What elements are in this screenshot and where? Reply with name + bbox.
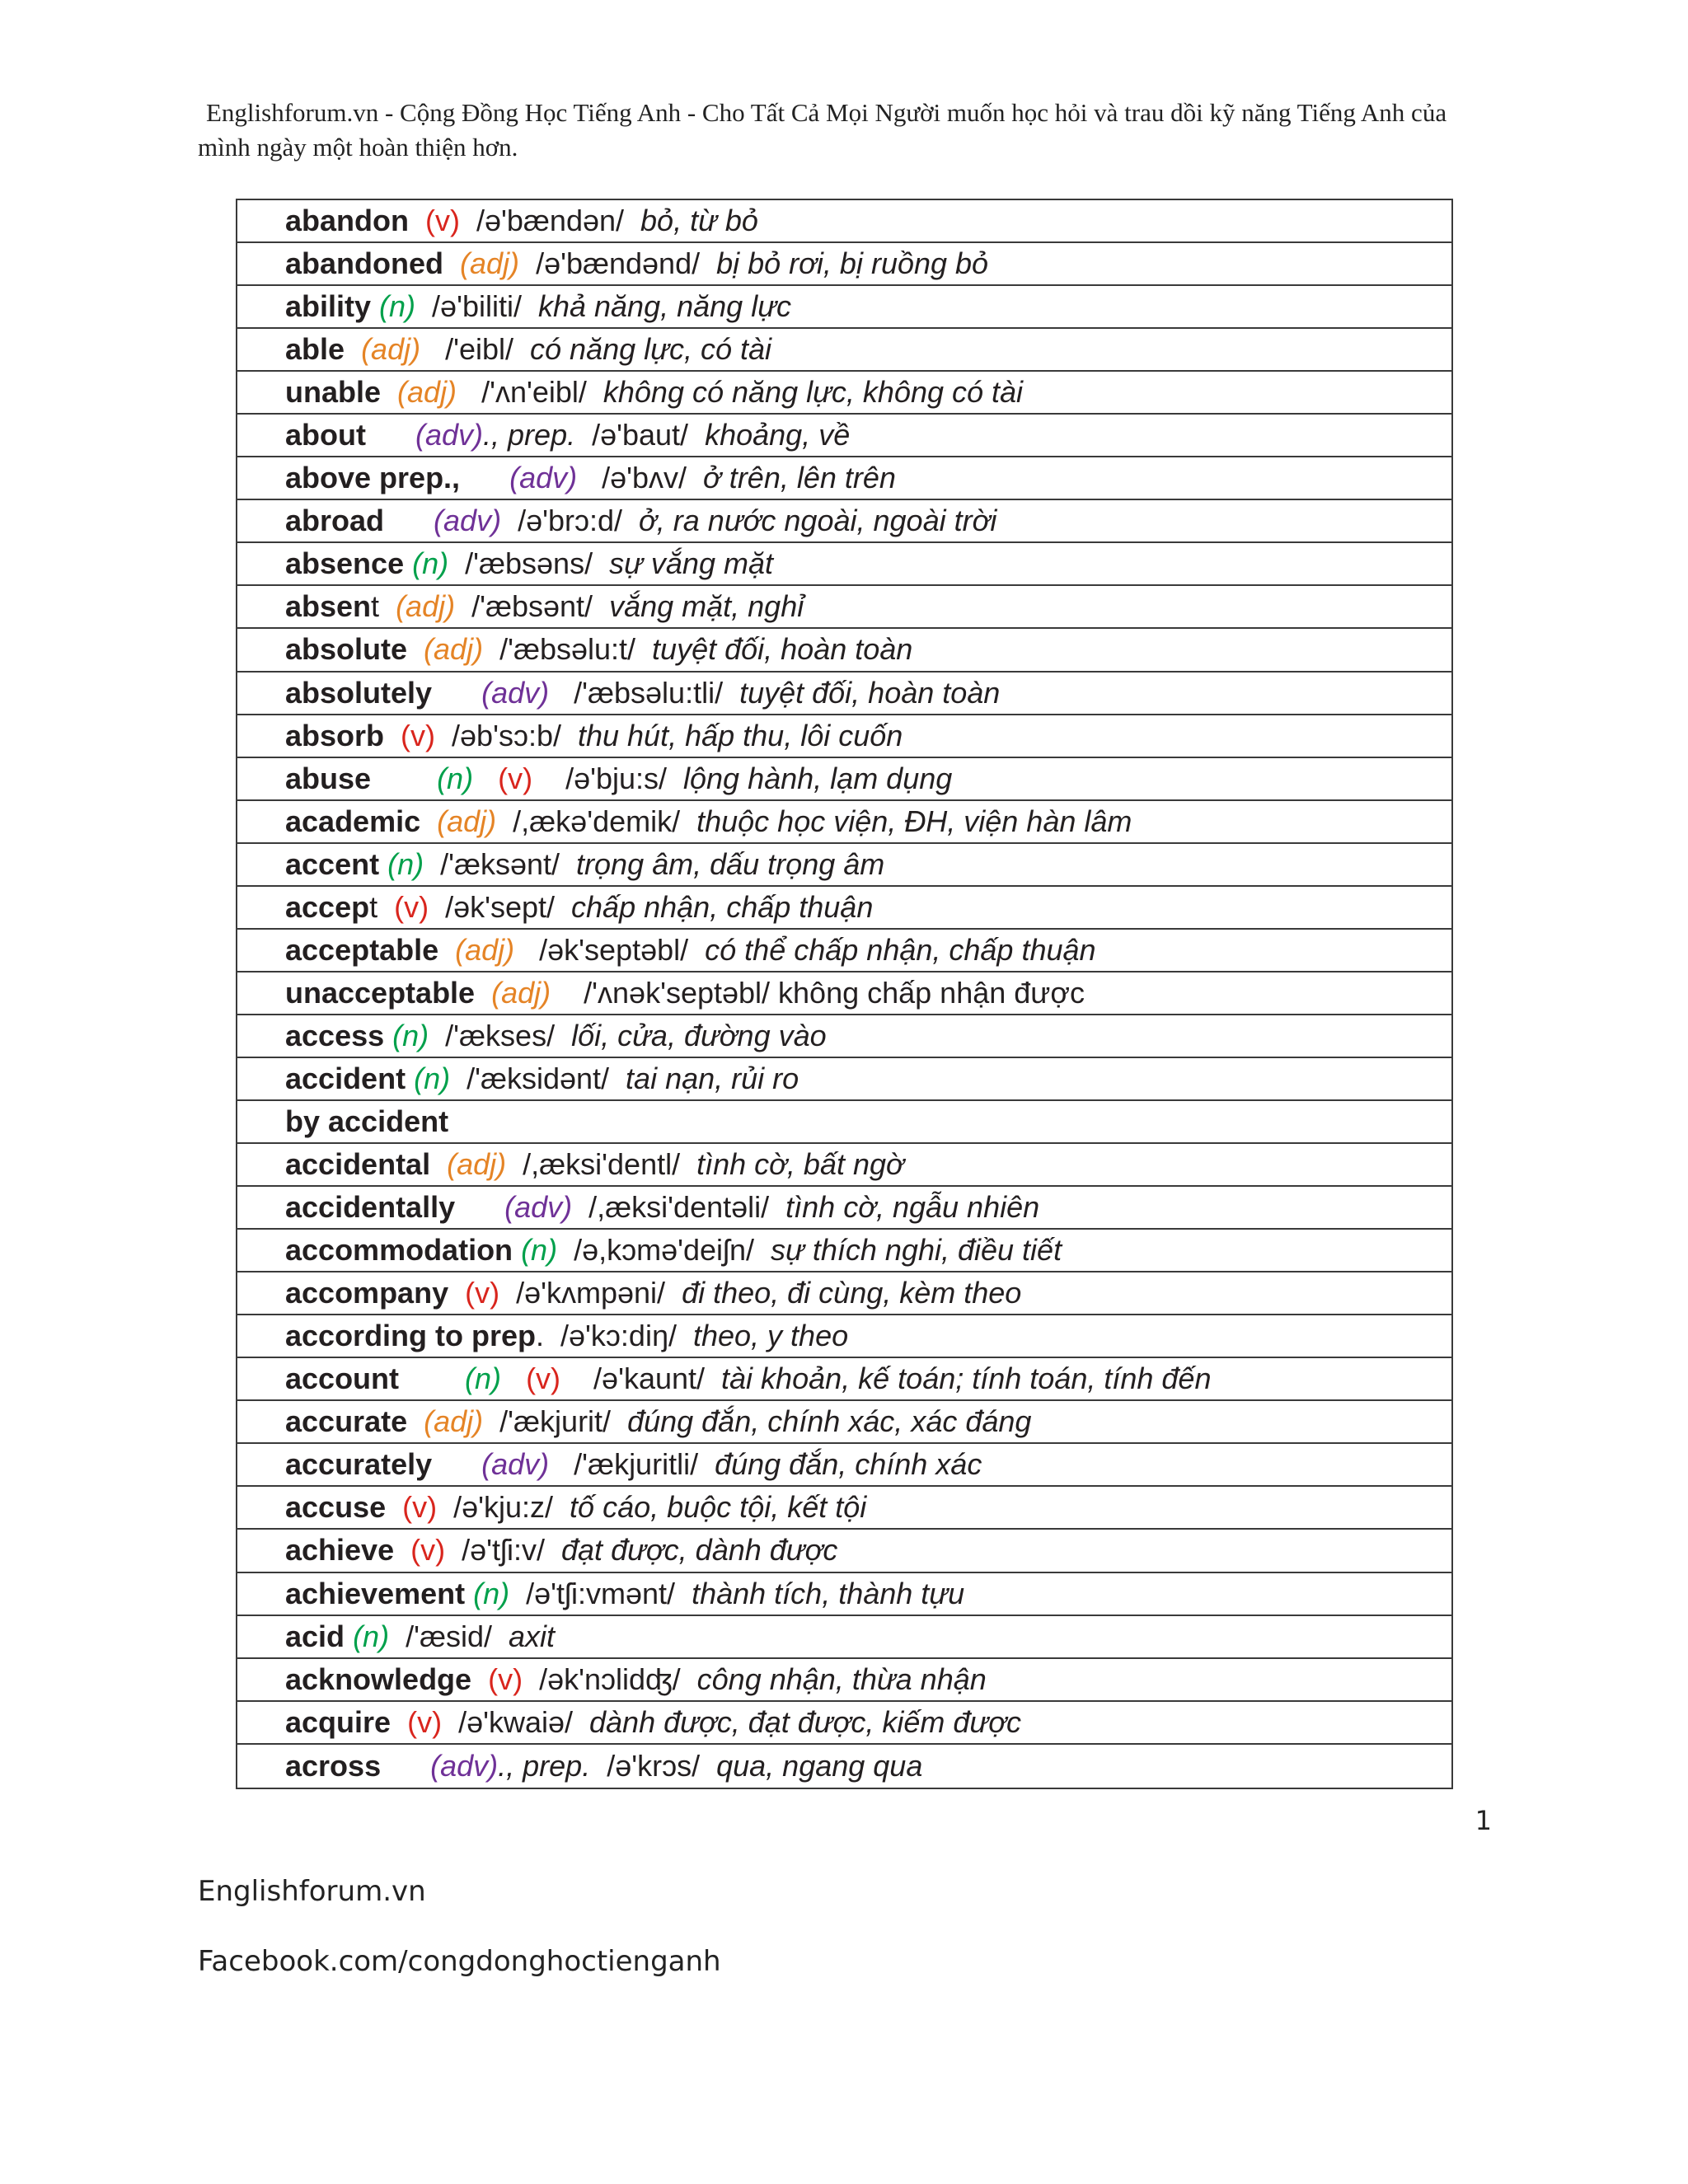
pos-adverb: (adv)	[481, 1447, 550, 1482]
meaning-text: sự vắng mặt	[609, 546, 773, 581]
pos-verb: (v)	[410, 1533, 446, 1568]
pos-noun: (n)	[412, 546, 449, 581]
pronunciation-text: /'æksidənt/	[450, 1061, 626, 1095]
pronunciation-text: /ək'septəbl/	[514, 932, 706, 967]
table-row	[237, 801, 1451, 844]
headword: unacceptable	[285, 975, 476, 1010]
headword: abuse	[285, 761, 372, 795]
headword: acceptable	[285, 932, 439, 967]
pos-noun: (n)	[414, 1061, 451, 1095]
headword: unable	[285, 375, 382, 410]
pronunciation-text: /ə'tʃi:vmənt/	[509, 1576, 692, 1610]
meaning-text: ở trên, lên trên	[703, 461, 896, 495]
pronunciation-text: /'æbsəns/	[448, 546, 610, 581]
pronunciation-text	[460, 460, 509, 496]
meaning-text: lối, cửa, đường vào	[571, 1018, 827, 1052]
pos-adverb: (adv)	[434, 504, 502, 538]
headword: above prep.,	[285, 461, 461, 495]
meaning-text: tố cáo, buộc tội, kết tội	[570, 1490, 867, 1525]
pronunciation-text: /ə'bændənd/	[519, 246, 717, 281]
pronunciation-text	[455, 1189, 504, 1226]
pos-noun: (n)	[465, 1361, 502, 1396]
table-row	[237, 715, 1451, 758]
pronunciation-text	[420, 804, 437, 840]
pronunciation-text	[409, 203, 425, 239]
pos-verb: (v)	[526, 1361, 561, 1396]
pronunciation-text: /'ækjurit/	[483, 1404, 628, 1439]
table-row	[237, 1058, 1451, 1101]
headword: access	[285, 1018, 385, 1052]
pronunciation-text: /'ækses/	[429, 1018, 572, 1052]
pos-noun: (n)	[437, 761, 474, 795]
headword: abroad	[285, 504, 385, 538]
headword: achievement	[285, 1576, 466, 1610]
pronunciation-text	[386, 1489, 402, 1526]
pronunciation-text: /,æksi'dentl/	[506, 1147, 697, 1182]
headword: abandoned	[285, 246, 444, 281]
table-row	[237, 329, 1451, 372]
headword: accommodation	[285, 1233, 513, 1268]
pronunciation-text	[345, 1619, 353, 1655]
pos-adverb: (adv)	[481, 675, 550, 710]
headword: accident	[285, 1061, 406, 1095]
pronunciation-text	[391, 1704, 407, 1741]
pronunciation-text: t	[369, 889, 395, 924]
meaning-text: bị bỏ rơi, bị ruồng bỏ	[716, 246, 989, 281]
pronunciation-text	[407, 631, 424, 668]
headword: accidental	[285, 1147, 431, 1182]
pronunciation-text	[399, 1361, 465, 1397]
pos-adjective: (adj)	[424, 1404, 484, 1439]
pos-adverb: (adv)	[415, 418, 484, 452]
table-row	[237, 243, 1451, 286]
headword: absen	[285, 589, 372, 624]
pos-verb: (v)	[465, 1276, 500, 1310]
meaning-text: ., prep.	[498, 1748, 591, 1783]
pronunciation-text: /'ækjuritli/	[549, 1447, 715, 1482]
pos-adjective: (adj)	[361, 332, 421, 367]
pronunciation-text: /'æbsəlu:tli/	[549, 675, 740, 710]
meaning-text: thu hút, hấp thu, lôi cuốn	[577, 718, 903, 752]
headword: accent	[285, 846, 380, 881]
meaning-text: thuộc học viện, ĐH, viện hàn lâm	[696, 804, 1132, 838]
table-row	[237, 1616, 1451, 1659]
meaning-text: axit	[508, 1619, 556, 1653]
pronunciation-text: /ə'krɔs/	[590, 1748, 717, 1783]
meaning-text: đúng đắn, chính xác, xác đáng	[627, 1404, 1032, 1439]
pronunciation-text: /ə'brɔ:d/	[501, 504, 640, 538]
meaning-text: theo, y theo	[692, 1319, 849, 1353]
pos-verb: (v)	[425, 204, 460, 238]
pos-verb: (v)	[488, 1661, 523, 1696]
table-row	[237, 1358, 1451, 1401]
page-header	[198, 96, 1500, 165]
table-row	[237, 1144, 1451, 1187]
pronunciation-text	[465, 1576, 473, 1612]
table-row	[237, 500, 1451, 543]
table-row	[237, 286, 1451, 329]
pos-adjective: (adj)	[460, 246, 520, 281]
pronunciation-text	[381, 1748, 430, 1784]
headword: ability	[285, 289, 372, 324]
pronunciation-text: /ə'bændən/	[460, 204, 641, 238]
headword: accurate	[285, 1404, 408, 1439]
table-row	[237, 629, 1451, 672]
pronunciation-text: /'æsid/	[389, 1619, 509, 1653]
table-row	[237, 887, 1451, 930]
table-row	[237, 1230, 1451, 1272]
pronunciation-text: /'ʌnək'septəbl/ không chấp nhận được	[551, 975, 1085, 1010]
pos-noun: (n)	[387, 846, 424, 881]
pronunciation-text: /ək'nɔlidʤ/	[523, 1661, 697, 1696]
headword: according to prep	[285, 1319, 537, 1353]
meaning-text: tai nạn, rủi ro	[626, 1061, 799, 1095]
table-row	[237, 415, 1451, 457]
pronunciation-text: /,ækə'demik/	[496, 804, 697, 838]
pos-adjective: (adj)	[447, 1147, 507, 1182]
pos-verb: (v)	[401, 718, 436, 752]
table-row	[237, 1101, 1451, 1144]
pos-verb: (v)	[407, 1704, 443, 1739]
pos-adjective: (adj)	[397, 375, 457, 410]
table-row	[237, 457, 1451, 500]
meaning-text: tuyệt đối, hoàn toàn	[739, 675, 1001, 710]
pronunciation-text	[501, 1361, 526, 1397]
vocabulary-table	[236, 199, 1453, 1789]
table-row	[237, 543, 1451, 586]
pronunciation-text	[406, 1061, 414, 1097]
headword: account	[285, 1361, 400, 1396]
headword: accidentally	[285, 1190, 456, 1225]
pronunciation-text: /,æksi'dentəli/	[572, 1190, 786, 1225]
pronunciation-text	[471, 1661, 488, 1698]
headword: abandon	[285, 204, 409, 238]
meaning-text: trọng âm, dấu trọng âm	[576, 846, 885, 881]
table-row	[237, 586, 1451, 629]
headword: absolute	[285, 632, 408, 667]
pronunciation-text	[475, 975, 491, 1011]
pronunciation-text	[371, 288, 379, 325]
meaning-text: tuyệt đối, hoàn toàn	[652, 632, 913, 667]
meaning-text: khoảng, về	[705, 418, 851, 452]
pronunciation-text	[384, 503, 434, 539]
headword: absorb	[285, 718, 385, 752]
pronunciation-text	[432, 675, 481, 711]
meaning-text: chấp nhận, chấp thuận	[571, 889, 874, 924]
pronunciation-text: /ə'kaunt/	[560, 1361, 722, 1396]
pronunciation-text: /ə'bʌv/	[577, 461, 704, 495]
pronunciation-text: /ək'sept/	[429, 889, 572, 924]
table-row	[237, 972, 1451, 1015]
pronunciation-text	[384, 1018, 392, 1054]
pos-adjective: (adj)	[424, 632, 484, 667]
meaning-text: ở, ra nước ngoài, ngoài trời	[639, 504, 997, 538]
table-row	[237, 200, 1451, 243]
pronunciation-text: /'æksənt/	[424, 846, 577, 881]
pronunciation-text: /'æbsəlu:t/	[483, 632, 653, 667]
footer-facebook: Facebook.com/congdonghoctienganh	[198, 1945, 721, 1978]
pronunciation-text: /ə'tʃi:v/	[445, 1533, 562, 1568]
table-row	[237, 1187, 1451, 1230]
table-row	[237, 1745, 1451, 1788]
meaning-text: dành được, đạt được, kiếm được	[589, 1704, 1021, 1739]
pos-verb: (v)	[498, 761, 533, 795]
table-row	[237, 1487, 1451, 1530]
headword: accuse	[285, 1490, 387, 1525]
pos-adverb: (adv)	[509, 461, 578, 495]
headword: acquire	[285, 1704, 392, 1739]
pronunciation-text: /ə'kwaiə/	[442, 1704, 590, 1739]
meaning-text: đúng đắn, chính xác	[715, 1447, 982, 1482]
headword: accep	[285, 889, 370, 924]
pos-adverb: (adv)	[504, 1190, 573, 1225]
pronunciation-text: /'ʌn'eibl/	[457, 375, 603, 410]
meaning-text: bỏ, từ bỏ	[640, 204, 758, 238]
pronunciation-text	[371, 761, 437, 797]
headword: absence	[285, 546, 405, 581]
pronunciation-text	[430, 1146, 447, 1183]
pronunciation-text: /ə,kɔmə'deiʃn/	[557, 1233, 771, 1268]
meaning-text: thành tích, thành tựu	[692, 1576, 965, 1610]
pronunciation-text: /əb'sɔ:b/	[435, 718, 578, 752]
pronunciation-text	[513, 1232, 521, 1268]
header-line-2: mình ngày một hoàn thiện hơn.	[198, 133, 518, 162]
pos-noun: (n)	[392, 1018, 429, 1052]
pronunciation-text	[438, 932, 455, 968]
pronunciation-text	[432, 1446, 481, 1483]
pos-noun: (n)	[521, 1233, 558, 1268]
page-number: 1	[1475, 1805, 1492, 1836]
table-row	[237, 1702, 1451, 1745]
headword: accurately	[285, 1447, 433, 1482]
pronunciation-text	[366, 417, 415, 453]
pronunciation-text	[407, 1404, 424, 1440]
pronunciation-text: /ə'biliti/	[415, 289, 538, 324]
table-row	[237, 1401, 1451, 1444]
headword: acknowledge	[285, 1661, 472, 1696]
pronunciation-text	[448, 1275, 465, 1311]
meaning-text: tài khoản, kế toán; tính toán, tính đến	[721, 1361, 1212, 1396]
table-row	[237, 1444, 1451, 1487]
table-row	[237, 1530, 1451, 1572]
pronunciation-text: /ə'kʌmpəni/	[499, 1276, 682, 1310]
meaning-text: tình cờ, ngẫu nhiên	[785, 1190, 1040, 1225]
headword: accompany	[285, 1276, 449, 1310]
table-row	[237, 1315, 1451, 1358]
pronunciation-text	[381, 374, 397, 410]
pronunciation-text	[394, 1532, 410, 1568]
pronunciation-text: /'æbsənt/	[455, 589, 610, 624]
headword: achieve	[285, 1533, 395, 1568]
pronunciation-text: /ə'kju:z/	[437, 1490, 570, 1525]
pronunciation-text	[473, 761, 498, 797]
headword: able	[285, 332, 345, 367]
meaning-text: không có năng lực, không có tài	[603, 375, 1024, 410]
table-row	[237, 1272, 1451, 1315]
pronunciation-text: /ə'bju:s/	[532, 761, 684, 795]
pos-noun: (n)	[353, 1619, 390, 1653]
meaning-text: qua, ngang qua	[716, 1748, 923, 1783]
table-row	[237, 758, 1451, 801]
pronunciation-text: t	[371, 589, 396, 624]
meaning-text: ., prep.	[483, 418, 576, 452]
pronunciation-text: . /ə'kɔ:diŋ/	[536, 1319, 693, 1353]
header-line-1: Englishforum.vn - Cộng Đồng Học Tiếng Anh - Cho Tất Cả Mọi Người muốn học hỏi và trau dồi kỹ năng Tiếng Anh của	[206, 98, 1447, 127]
pronunciation-text: /'eibl/	[420, 332, 531, 367]
pos-adjective: (adj)	[396, 589, 456, 624]
meaning-text: sự thích nghi, điều tiết	[771, 1233, 1062, 1268]
meaning-text: khả năng, năng lực	[537, 289, 792, 324]
pronunciation-text	[404, 546, 412, 582]
footer-site: Englishforum.vn	[198, 1875, 426, 1908]
table-row	[237, 372, 1451, 415]
pos-verb: (v)	[402, 1490, 438, 1525]
pos-verb: (v)	[394, 889, 429, 924]
meaning-text: có năng lực, có tài	[530, 332, 772, 367]
meaning-text: tình cờ, bất ngờ	[696, 1147, 904, 1182]
pos-noun: (n)	[473, 1576, 510, 1610]
meaning-text: đạt được, dành được	[561, 1533, 838, 1568]
table-row	[237, 844, 1451, 887]
headword: across	[285, 1748, 382, 1783]
pos-adjective: (adj)	[491, 975, 551, 1010]
pronunciation-text	[384, 718, 401, 754]
headword: about	[285, 418, 366, 452]
meaning-text: công nhận, thừa nhận	[696, 1661, 987, 1696]
table-row	[237, 673, 1451, 715]
table-row	[237, 1573, 1451, 1616]
meaning-text: vắng mặt, nghỉ	[609, 589, 804, 624]
pos-noun: (n)	[379, 289, 416, 324]
pronunciation-text	[345, 331, 361, 368]
table-row	[237, 1015, 1451, 1058]
pronunciation-text	[443, 246, 460, 282]
table-row	[237, 930, 1451, 972]
pos-adjective: (adj)	[437, 804, 497, 838]
table-row	[237, 1659, 1451, 1702]
pronunciation-text: /ə'baut/	[575, 418, 706, 452]
headword: by accident	[285, 1104, 449, 1138]
headword: acid	[285, 1619, 345, 1653]
pos-adverb: (adv)	[430, 1748, 499, 1783]
pronunciation-text	[379, 846, 387, 883]
headword: absolutely	[285, 675, 433, 710]
meaning-text: có thể chấp nhận, chấp thuận	[705, 932, 1096, 967]
meaning-text: lộng hành, lạm dụng	[683, 761, 953, 795]
headword: academic	[285, 804, 421, 838]
meaning-text: đi theo, đi cùng, kèm theo	[682, 1276, 1022, 1310]
pos-adjective: (adj)	[455, 932, 515, 967]
